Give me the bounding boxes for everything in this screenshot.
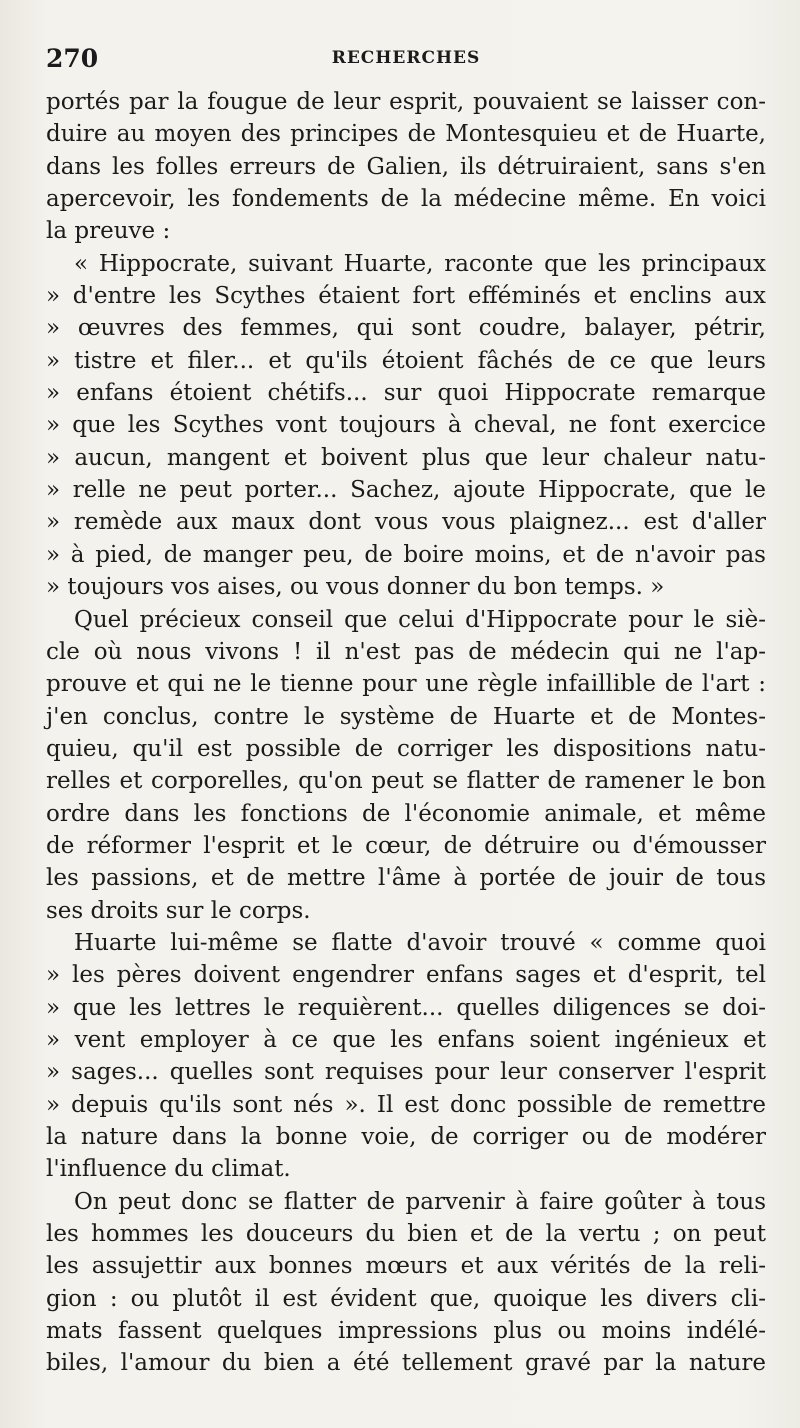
quote-line: » relle ne peut porter... Sachez, ajoute Hippocrate, que le	[46, 477, 766, 504]
page-number: 270	[46, 44, 99, 73]
text-line: de réformer l'esprit et le cœur, de détruire ou d'émousser	[46, 832, 766, 859]
text-line: relles et corporelles, qu'on peut se flatter de ramener le bon	[46, 768, 766, 795]
quote-line: » que les lettres le requièrent... quelles diligences se doi-	[46, 994, 766, 1021]
quote-line: » les pères doivent engendrer enfans sages et d'esprit, tel	[46, 962, 766, 989]
quote-line: » à pied, de manger peu, de boire moins, et de n'avoir pas	[46, 541, 766, 568]
quote-line: » sages... quelles sont requises pour leur conserver l'esprit	[46, 1059, 766, 1086]
text-line: Quel précieux conseil que celui d'Hippocrate pour le siè-	[74, 606, 766, 633]
text-line: portés par la fougue de leur esprit, pouvaient se laisser con-	[46, 89, 766, 115]
text-line: la nature dans la bonne voie, de corriger ou de modérer	[46, 1124, 766, 1150]
text-line: dans les folles erreurs de Galien, ils détruiraient, sans s'en	[46, 153, 766, 180]
text-line: On peut donc se flatter de parvenir à faire goûter à tous	[74, 1188, 766, 1215]
text-line: les passions, et de mettre l'âme à portée de jouir de tous	[46, 865, 766, 892]
text-line: quieu, qu'il est possible de corriger les dispositions natu-	[46, 735, 766, 762]
text-line: ordre dans les fonctions de l'économie animale, et même	[46, 800, 766, 827]
text-line: gion : ou plutôt il est évident que, quoique les divers cli-	[46, 1285, 766, 1312]
quote-line: » vent employer à ce que les enfans soient ingénieux et	[46, 1026, 766, 1053]
text-line: j'en conclus, contre le système de Huarte et de Montes-	[46, 703, 766, 730]
text-line: ses droits sur le corps.	[46, 897, 311, 924]
quote-line: » œuvres des femmes, qui sont coudre, balayer, pétrir,	[46, 315, 766, 342]
running-head	[46, 44, 766, 74]
quote-line: » depuis qu'ils sont nés ». Il est donc possible de remettre	[46, 1091, 766, 1118]
quote-line: » enfans étoient chétifs... sur quoi Hippocrate remarque	[46, 380, 766, 407]
text-line: Huarte lui-même se flatte d'avoir trouvé « comme quoi	[74, 929, 766, 956]
running-title: RECHERCHES	[331, 48, 481, 68]
text-line: les hommes les douceurs du bien et de la vertu ; on peut	[46, 1221, 766, 1248]
quote-line: » que les Scythes vont toujours à cheval, ne font exercice	[46, 412, 766, 439]
text-line: biles, l'amour du bien a été tellement gravé par la nature	[46, 1350, 766, 1377]
text-line: prouve et qui ne le tienne pour une règle infaillible de l'art :	[46, 671, 766, 698]
text-line: cle où nous vivons ! il n'est pas de médecin qui ne l'ap-	[46, 638, 766, 665]
quote-line: « Hippocrate, suivant Huarte, raconte que les principaux	[74, 250, 766, 277]
text-line: duire au moyen des principes de Montesquieu et de Huarte,	[46, 121, 766, 148]
quote-line: » aucun, mangent et boivent plus que leur chaleur natu-	[46, 444, 766, 471]
body-text	[46, 86, 766, 1380]
text-line: mats fassent quelques impressions plus ou moins indélé-	[46, 1318, 766, 1345]
quote-line: » remède aux maux dont vous vous plaignez... est d'aller	[46, 509, 766, 536]
quote-line: » d'entre les Scythes étaient fort efféminés et enclins aux	[46, 283, 766, 310]
quote-line: » toujours vos aises, ou vous donner du bon temps. »	[46, 574, 665, 601]
text-line: la preuve :	[46, 218, 171, 245]
quote-line: » tistre et filer... et qu'ils étoient fâchés de ce que leurs	[46, 347, 766, 374]
text-line: apercevoir, les fondements de la médecine même. En voici	[46, 186, 766, 213]
text-line: l'influence du climat.	[46, 1156, 291, 1183]
text-line: les assujettir aux bonnes mœurs et aux vérités de la reli-	[46, 1253, 766, 1280]
